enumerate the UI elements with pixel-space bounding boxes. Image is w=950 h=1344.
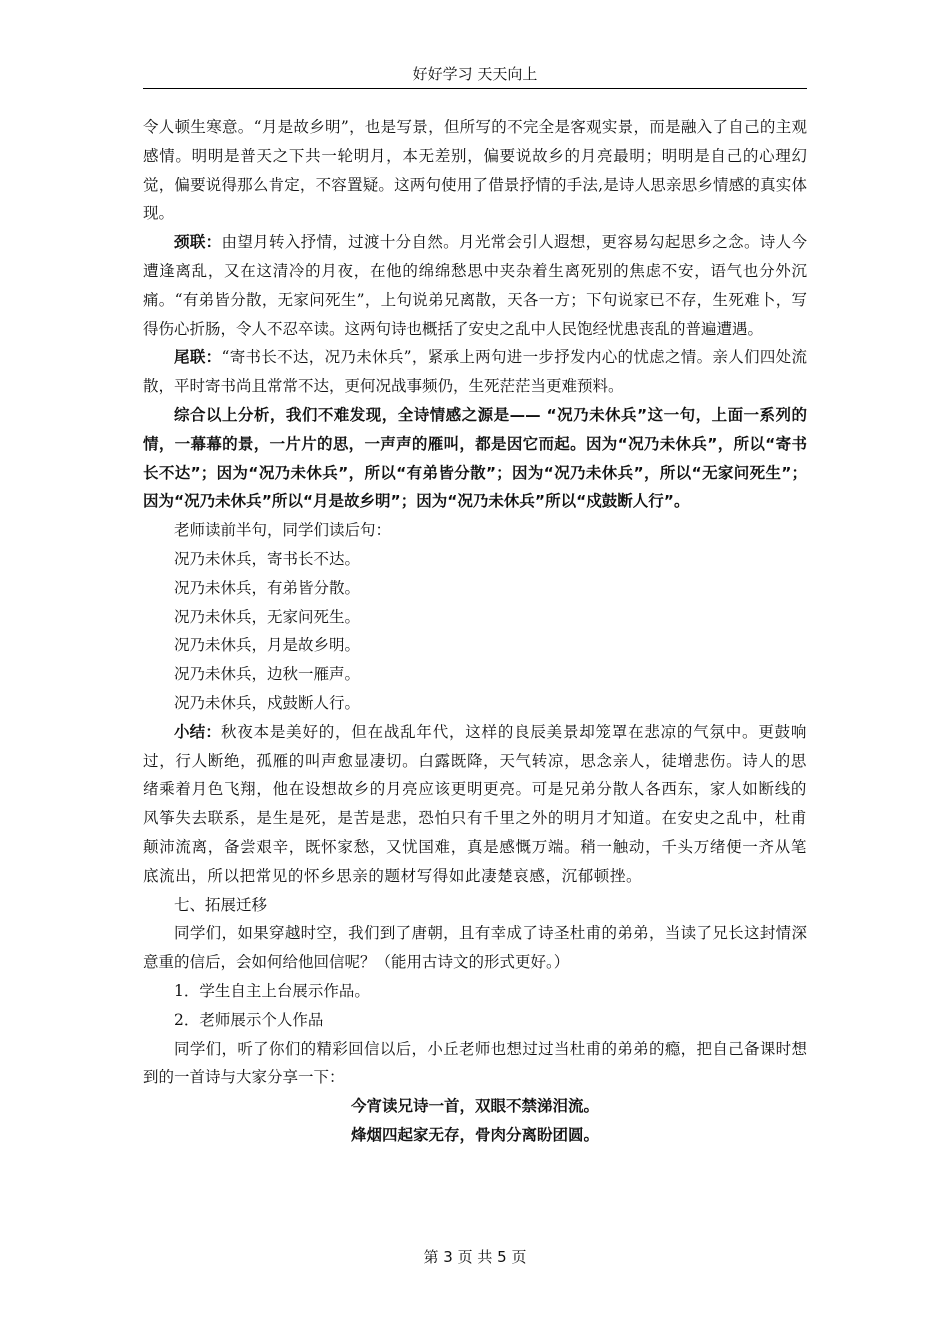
poem-line: 烽烟四起家无存，骨肉分离盼团圆。 [350, 1125, 599, 1144]
recitation-line: 况乃未休兵，有弟皆分散。 [174, 578, 361, 597]
recitation-line: 况乃未休兵，月是故乡明。 [174, 636, 361, 655]
neck-couplet-label: 颈联： [174, 233, 222, 252]
paragraph-summary [143, 718, 807, 891]
summary-label: 小结： [174, 722, 222, 741]
list-item-teacher-work: 2．老师展示个人作品 [174, 1010, 324, 1029]
paragraph-extension-prompt: 同学们，如果穿越时空，我们到了唐朝，且有幸成了诗圣杜甫的弟弟，当读了兄长这封情深意重的信后，会如何给他回信呢？（能用古诗文的形式更好。） [143, 924, 807, 972]
paragraph-teacher-share: 同学们，听了你们的精彩回信以后，小丘老师也想过过当杜甫的弟弟的瘾，把自己备课时想到的一首诗与大家分享一下： [143, 1039, 807, 1087]
paragraph-reading-instruction: 老师读前半句，同学们读后句： [174, 521, 392, 540]
neck-couplet-text: 由望月转入抒情，过渡十分自然。月光常会引人遐想，更容易勾起思乡之念。诗人今遭逢离乱，又在这清冷的月夜，在他的绵绵愁思中夹杂着生离死别的焦虑不安，语气也分外沉痛。“有弟皆分散，无家问死生”，上句说弟兄离散，天各一方；下句说家已不存，生死难卜，写得伤心折肠，令人不忍卒读。这两句诗也概括了安史之乱中人民饱经忧患丧乱的普遍遭遇。 [143, 233, 807, 338]
recitation-line: 况乃未休兵，寄书长不达。 [174, 549, 361, 568]
paragraph-moon-analysis: 令人顿生寒意。“月是故乡明”，也是写景，但所写的不完全是客观实景，而是融入了自己的主观感情。明明是普天之下共一轮明月，本无差别，偏要说故乡的月亮最明；明明是自己的心理幻觉，偏要说得那么肯定，不容置疑。这两句使用了借景抒情的手法,是诗人思亲思乡情感的真实体现。 [143, 118, 807, 223]
section-heading-extension: 七、拓展迁移 [174, 895, 268, 914]
recitation-line: 况乃未休兵，边秋一雁声。 [174, 665, 361, 684]
document-body [143, 113, 807, 1150]
paragraph-tail-couplet [143, 343, 807, 401]
page-header: 好好学习 天天向上 [143, 60, 807, 89]
paragraph-neck-couplet [143, 228, 807, 343]
summary-text: 秋夜本是美好的，但在战乱年代，这样的良辰美景却笼罩在悲凉的气氛中。更鼓响过，行人断绝，孤雁的叫声愈显凄切。白露既降，天气转凉，思念亲人，徒增悲伤。诗人的思绪乘着月色飞翔，他在设想故乡的月亮应该更明更亮。可是兄弟分散人各西东，家人如断线的风筝失去联系，是生是死，是苦是悲，恐怕只有千里之外的明月才知道。在安史之乱中，杜甫颠沛流离，备尝艰辛，既怀家愁，又忧国难，真是感慨万端。稍一触动，千头万绪便一齐从笔底流出，所以把常见的怀乡思亲的题材写得如此凄楚哀感，沉郁顿挫。 [143, 722, 807, 885]
tail-couplet-text: “寄书长不达，况乃未休兵”，紧承上两句进一步抒发内心的忧虑之情。亲人们四处流散，平时寄书尚且常常不达，更何况战事频仍，生死茫茫当更难预料。 [143, 348, 807, 396]
recitation-line: 况乃未休兵，戍鼓断人行。 [174, 693, 361, 712]
page-footer: 第 3 页 共 5 页 [423, 1248, 527, 1266]
list-item-student-work: 1．学生自主上台展示作品。 [174, 981, 370, 1000]
paragraph-synthesis: 综合以上分析，我们不难发现，全诗情感之源是—— “况乃未休兵”这一句，上面一系列的情，一幕幕的景，一片片的思，一声声的雁叫，都是因它而起。因为“况乃未休兵”，所以“寄书长不达”；因为“况乃未休兵”，所以“有弟皆分散”；因为“况乃未休兵”，所以“无家问死生”；因为“况乃未休兵”所以“月是故乡明”；因为“况乃未休兵”所以“戍鼓断人行”。 [143, 405, 807, 511]
recitation-line: 况乃未休兵，无家问死生。 [174, 607, 361, 626]
tail-couplet-label: 尾联： [174, 348, 222, 367]
poem-line: 今宵读兄诗一首，双眼不禁涕泪流。 [350, 1097, 599, 1116]
